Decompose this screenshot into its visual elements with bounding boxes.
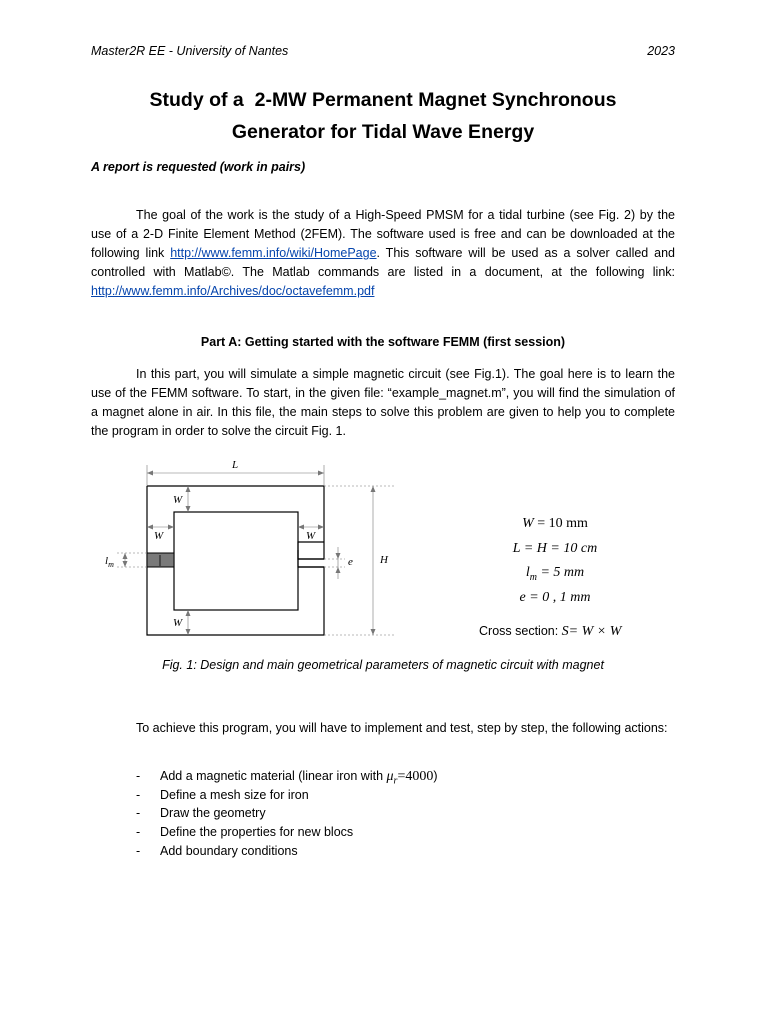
- label-H: H: [380, 554, 388, 566]
- magnetic-circuit-diagram: [95, 455, 405, 645]
- action-list: [91, 769, 438, 862]
- label-L: L: [232, 459, 239, 471]
- label-e: e: [348, 556, 353, 568]
- param-lm: $l_m = 5$ mm: [525, 565, 585, 583]
- label-W-top: W: [173, 494, 183, 506]
- octavefemm-doc-link[interactable]: http://www.femm.info/Archives/doc/octavefemm.pdf: [91, 284, 375, 298]
- magnet: [147, 553, 174, 567]
- header-institution: Master2R EE - University of Nantes: [91, 44, 289, 58]
- part-a-heading: Part A: Getting started with the software FEMM (first session): [200, 335, 566, 349]
- title-line-2: Generator for Tidal Wave Energy: [231, 121, 535, 143]
- header-year: 2023: [647, 44, 675, 58]
- param-e: e = 0 , 1 mm: [519, 589, 591, 605]
- param-l-h: L = H = 10 cm: [512, 540, 598, 556]
- figure-caption: Fig. 1: Design and main geometrical parameters of magnetic circuit with magnet: [162, 658, 604, 672]
- list-item: - Add boundary conditions: [136, 843, 298, 858]
- label-W-right: W: [306, 530, 316, 542]
- cross-section-formula: S= W × W: [561, 624, 622, 639]
- list-item: - Add a magnetic material (linear iron with $\mu_r=4000$): [136, 769, 438, 787]
- list-item: - Define a mesh size for iron: [136, 787, 309, 802]
- intro-text-2: . This software will be used as a solver called and controlled with Matlab©. The Matlab commands are listed in a document, at the following link:: [91, 246, 676, 279]
- core-window: [174, 512, 298, 610]
- part-a-paragraph: In this part, you will simulate a simple magnetic circuit (see Fig.1). The goal here is to learn the use of the FEMM software. To start, in the given file: “example_magnet.m”, you will find the simulation of a magnet alone in air. In this file, the main steps to solve this problem are given to help you to complete the program in order to solve the circuit Fig. 1.: [91, 367, 675, 438]
- parameter-list: [480, 516, 630, 614]
- report-note: A report is requested (work in pairs): [91, 160, 306, 174]
- document-title: [91, 84, 675, 148]
- label-lm: $l_m$: [105, 555, 114, 569]
- title-line-1: Study of a 2-MW Permanent Magnet Synchronous: [149, 89, 617, 111]
- program-paragraph: To achieve this program, you will have to implement and test, step by step, the following actions:: [136, 721, 668, 735]
- intro-text-1: The goal of the work is the study of a High-Speed PMSM for a tidal turbine (see Fig. 2) by the use of a 2-D Finite Element Method (2FEM). The software used is free and can be downloaded at the following link: [91, 208, 675, 260]
- femm-homepage-link[interactable]: http://www.femm.info/wiki/HomePage: [170, 246, 377, 260]
- label-W-bottom: W: [173, 617, 183, 629]
- label-W-left: W: [154, 530, 164, 542]
- cross-section: [479, 624, 621, 640]
- list-item: - Draw the geometry: [136, 806, 266, 821]
- intro-paragraph: [91, 206, 675, 301]
- cross-section-label: Cross section:: [479, 624, 562, 638]
- list-item: - Define the properties for new blocs: [136, 825, 354, 840]
- param-w: W = 10 mm: [522, 516, 588, 531]
